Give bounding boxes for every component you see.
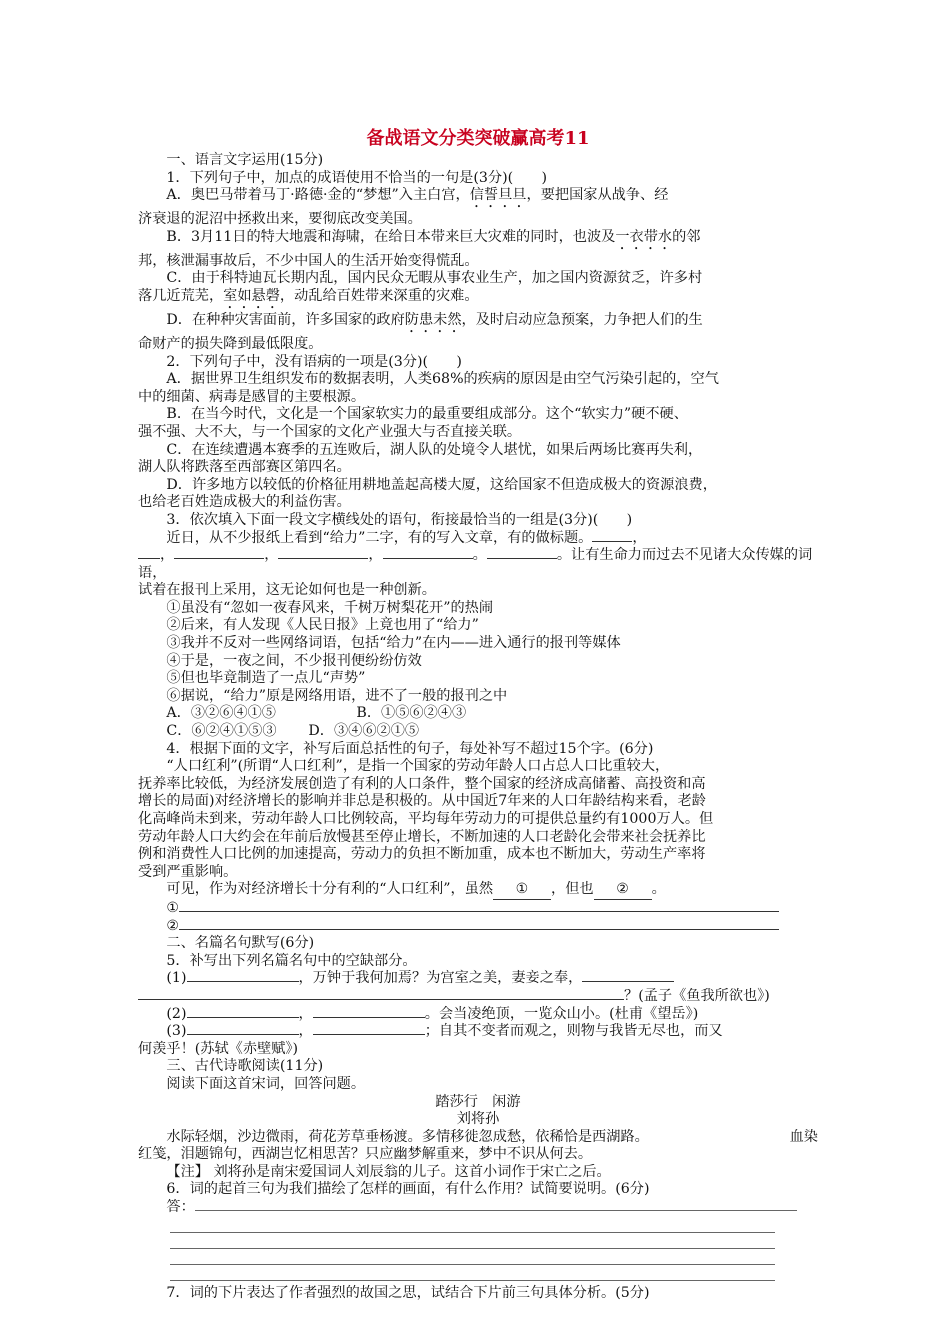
q3-blank-3[interactable]: [174, 558, 264, 559]
q2-option-b: B．在当今时代，文化是一个国家软实力的最重要组成部分。这个“软实力”硬不硬、: [166, 406, 688, 423]
q5-item-2-comma: ，: [298, 1005, 313, 1022]
q3-passage-text: 近日，从不少报纸上看到“给力”二字，有的写入文章，有的做标题。: [166, 529, 593, 546]
poem-line-2: 红笺，泪题锦句，西湖岂忆相思苦？只应幽梦解重来，梦中不识从何去。: [138, 1146, 593, 1163]
q3-blank-5[interactable]: [383, 558, 473, 559]
q6-answer: [138, 1199, 818, 1217]
q5-stem: 5．补写出下列名篇名句中的空缺部分。: [166, 952, 417, 969]
q3-passage-line3: 试着在报刊上采用，这无论如何也是一种创新。: [138, 582, 436, 599]
q1-c-text: 落几近荒芜，: [138, 287, 224, 304]
q4-blank-1[interactable]: ①: [493, 881, 551, 900]
q1-option-a: [138, 187, 818, 211]
q3-period-5: 。: [472, 547, 487, 564]
q6-answer-line-3[interactable]: [170, 1233, 775, 1249]
q5-item-1: [138, 970, 818, 988]
q5-item-3: [138, 1023, 818, 1041]
q3-choices-cd: [138, 723, 818, 741]
q6-answer-line-4[interactable]: [170, 1249, 775, 1265]
q3-item-6: ⑥据说，“给力”原是网络用语，进不了一般的报刊之中: [166, 687, 508, 704]
q4-answer-field-1[interactable]: [179, 911, 779, 912]
q5-blank-2a[interactable]: [187, 1017, 299, 1018]
poem-stanza-1: 水际轻烟，沙边微雨，荷花芳草垂杨渡。多情移徙忽成愁，依稀恰是西湖路。: [166, 1128, 649, 1145]
q1-option-b: [138, 229, 818, 253]
q3-choice-d: D．③④⑥②①⑤: [308, 723, 420, 740]
q1-a-text: A．奥巴马带着马丁·路德·金的“梦想”入主白宫，: [166, 187, 470, 204]
q1-b-text: B．3月11日的特大地震和海啸，在给日本带来巨大灾难的同时，也波及: [166, 228, 616, 245]
q5-item-3-num: (3): [166, 1023, 187, 1040]
q2-option-d-cont: 也给老百姓造成极大的利益伤害。: [138, 494, 351, 511]
q5-blank-1a[interactable]: [187, 981, 299, 982]
q3-choice-c: C．⑥②④①⑤③: [166, 723, 277, 740]
q1-d-idiom: 防患未然: [404, 311, 462, 328]
q2-stem: 2．下列句子中，没有语病的一项是(3分)( ): [166, 353, 462, 370]
q3-item-3: ③我并不反对一些网络词语，包括“给力”在内——进入通行的报刊等媒体: [166, 635, 621, 652]
q4-stem: 4．根据下面的文字，补写后面总括性的句子，每处补写不超过15个字。(6分): [166, 740, 654, 757]
q4-passage-5: 劳动年龄人口大约会在年前后放慢甚至停止增长，不断加速的人口老龄化会带来社会抚养比: [138, 828, 706, 845]
q4-passage-4: 化高峰尚未到来，劳动年龄人口比例较高，平均每年劳动力的可提供总量约有1000万人。但: [138, 811, 714, 827]
poem-intro: 阅读下面这首宋词，回答问题。: [166, 1075, 366, 1092]
q5-blank-2b[interactable]: [313, 1017, 425, 1018]
q3-choices-ab: [138, 705, 818, 723]
q1-c-idiom: 室如悬磬: [223, 287, 280, 304]
q1-option-d: [138, 312, 818, 336]
q4-answer-line-2: [138, 918, 818, 936]
q5-item-2-text: 。会当凌绝顶，一览众山小。(杜甫《望岳》): [424, 1005, 699, 1022]
q3-comma-1: ，: [632, 529, 647, 546]
q1-b-text2: 的邻: [672, 228, 701, 245]
q3-blank-6[interactable]: [487, 558, 557, 559]
q1-option-c-cont: [138, 288, 818, 312]
q1-option-b-cont: 邦，核泄漏事故后，不少中国人的生活开始变得慌乱。: [138, 252, 479, 269]
q5-blank-1b[interactable]: [582, 981, 674, 982]
q6-answer-line-2[interactable]: [170, 1217, 775, 1233]
q5-blank-1c[interactable]: [138, 999, 624, 1000]
q1-c-text2: ，动乱给百姓带来深重的灾难。: [279, 287, 479, 304]
q1-b-idiom: 一衣带水: [615, 228, 673, 245]
q4-conclusion-text: 可见，作为对经济增长十分有利的“人口红利”，虽然: [166, 881, 494, 898]
q2-option-a-cont: 中的细菌、病毒是感冒的主要根源。: [138, 388, 366, 405]
q1-option-c: C．由于科特迪瓦长期内乱，国内民众无暇从事农业生产，加之国内资源贫乏，许多村: [166, 270, 703, 287]
document-title: 备战语文分类突破赢高考11: [366, 128, 590, 149]
q5-item-3-text: ；自其不变者而观之，则物与我皆无尽也，而又: [424, 1023, 723, 1040]
q1-stem: 1．下列句子中，加点的成语使用不恰当的一句是(3分)( ): [166, 169, 548, 186]
q1-a-idiom: 信誓旦旦: [469, 187, 527, 204]
q4-passage-7: 受到严重影响。: [138, 863, 238, 880]
q5-blank-3a[interactable]: [187, 1034, 299, 1035]
q3-passage-text2: 。让有生命力而过去不见诸大众传媒的词语，: [138, 547, 813, 581]
q1-option-d-cont: 命财产的损失降到最低限度。: [138, 335, 323, 352]
q3-comma-4: ，: [368, 547, 383, 564]
q5-blank-3b[interactable]: [313, 1034, 425, 1035]
poem-stanza-2-start: 血染: [789, 1128, 818, 1145]
q6-answer-field[interactable]: [195, 1210, 797, 1211]
document-page: [138, 128, 818, 1302]
q4-answer-field-2[interactable]: [179, 929, 779, 930]
q1-d-text2: ，及时启动应急预案，力争把人们的生: [461, 311, 703, 328]
q4-answer-mark-2: ②: [166, 917, 180, 934]
q3-item-1: ①虽没有“忽如一夜春风来，千树万树梨花开”的热闹: [166, 599, 494, 616]
q5-item-1-num: (1): [166, 970, 187, 987]
q1-option-a-cont: 济衰退的泥沼中拯救出来，要彻底改变美国。: [138, 211, 422, 228]
q3-comma-2: ，: [160, 547, 175, 564]
poem-title: 踏莎行 闲游: [435, 1093, 521, 1110]
q5-item-2-num: (2): [166, 1005, 187, 1022]
q5-item-1-cont: [138, 988, 818, 1006]
q3-choice-a: A．③②⑥④①⑤: [166, 705, 276, 722]
q5-item-1-text: ，万钟于我何加焉？为宫室之美，妻妾之奉，: [298, 970, 583, 987]
q4-passage-3: 增长的局面)对经济增长的影响并非总是积极的。从中国近7年来的人口年龄结构来看，老龄: [138, 793, 706, 810]
q2-option-a: A．据世界卫生组织发布的数据表明，人类68%的疾病的原因是由空气污染引起的，空气: [166, 371, 719, 388]
q3-passage-line1: [138, 530, 818, 548]
q2-option-c-cont: 湖人队将跌落至西部赛区第四名。: [138, 459, 351, 476]
q1-d-text: D．在种种灾害面前，许多国家的政府: [166, 311, 405, 328]
q3-passage-line2: [138, 547, 818, 582]
q6-answer-label: 答：: [166, 1199, 195, 1216]
q2-option-b-cont: 强不强、大不大，与一个国家的文化产业强大与否直接关联。: [138, 423, 522, 440]
q4-passage-6: 例和消费性人口比例的加速提高，劳动力的负担不断加重，成本也不断加大，劳动生产率将: [138, 846, 706, 863]
q3-item-2: ②后来，有人发现《人民日报》上竟也用了“给力”: [166, 617, 479, 634]
q6-answer-line-5[interactable]: [170, 1265, 775, 1281]
q4-answer-line-1: [138, 900, 818, 918]
q4-conclusion-end: 。: [651, 881, 666, 898]
q4-conclusion-text2: ，但也: [551, 881, 594, 898]
q5-item-2: [138, 1006, 818, 1024]
q3-item-5: ⑤但也毕竟制造了一点儿“声势”: [166, 670, 366, 687]
q5-item-3-cont: 何羡乎！(苏轼《赤壁赋》): [138, 1040, 299, 1057]
q3-choice-b: B．①⑤⑥②④③: [356, 705, 467, 722]
q4-answer-mark-1: ①: [166, 899, 180, 916]
q3-blank-4[interactable]: [278, 558, 368, 559]
poem-note: 【注】 刘将孙是南宋爱国词人刘辰翁的儿子。这首小词作于宋亡之后。: [166, 1163, 611, 1180]
q5-item-3-comma: ，: [298, 1023, 313, 1040]
q4-blank-2[interactable]: ②: [594, 881, 652, 900]
q2-option-d: D．许多地方以较低的价格征用耕地盖起高楼大厦，这给国家不但造成极大的资源浪费，: [166, 476, 717, 493]
q4-passage-2: 抚养率比较低，为经济发展创造了有利的人口条件，整个国家的经济成高储蓄、高投资和高: [138, 775, 706, 792]
q1-a-text2: ，要把国家从战争、经: [526, 187, 669, 204]
q3-blank-1[interactable]: [592, 541, 632, 542]
q3-item-4: ④于是，一夜之间，不少报刊便纷纷仿效: [166, 652, 422, 669]
q3-blank-2[interactable]: [138, 558, 160, 559]
q4-passage-1: “人口红利”(所谓“人口红利”，是指一个国家的劳动年龄人口占总人口比重较大，: [166, 758, 670, 775]
poem-line-1: [138, 1129, 818, 1147]
q3-comma-3: ，: [264, 547, 279, 564]
q6-stem: 6．词的起首三句为我们描绘了怎样的画面，有什么作用？试简要说明。(6分): [166, 1181, 650, 1198]
section-heading-3: 三、古代诗歌阅读(11分): [166, 1058, 324, 1075]
poem-author: 刘将孙: [456, 1111, 500, 1128]
q2-option-c: C．在连续遭遇本赛季的五连败后，湖人队的处境令人堪忧，如果后两场比赛再失利，: [166, 441, 703, 458]
q5-item-1-source: ？(孟子《鱼我所欲也》): [624, 987, 770, 1004]
section-heading-1: 一、语言文字运用(15分): [166, 152, 324, 168]
q7-stem: 7．词的下片表达了作者强烈的故国之思，试结合下片前三句具体分析。(5分): [166, 1284, 650, 1301]
q4-conclusion: [138, 881, 818, 900]
q3-stem: 3．依次填入下面一段文字横线处的语句，衔接最恰当的一组是(3分)( ): [166, 511, 633, 528]
section-heading-2: 二、名篇名句默写(6分): [166, 935, 315, 952]
